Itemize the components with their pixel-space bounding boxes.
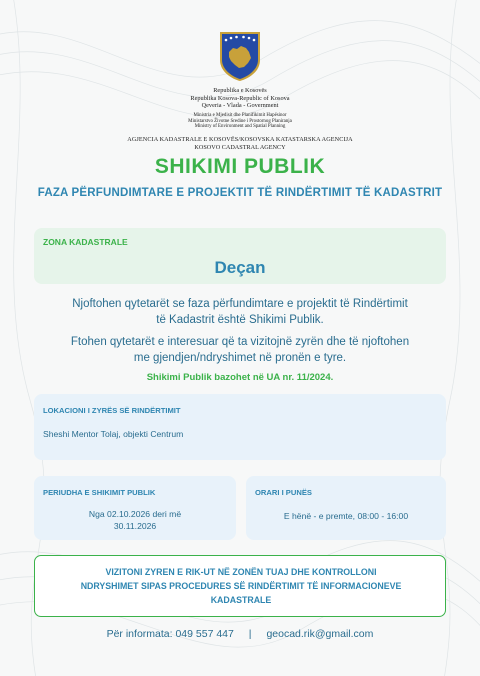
kosovo-emblem-icon	[218, 30, 262, 82]
cadastral-zone-card	[34, 228, 446, 284]
working-hours-label: ORARI I PUNËS	[255, 488, 312, 497]
legal-basis-text: Shikimi Publik bazohet në UA nr. 11/2024.	[146, 372, 334, 383]
contact-footer	[0, 628, 480, 640]
cadastral-zone-name: Deçan	[214, 258, 266, 277]
government-header	[0, 30, 480, 151]
notice-paragraph-2-line-1: Ftohen qytetarët e interesuar që ta vizitojnë zyrën dhe të njoftohen	[70, 336, 410, 348]
agency-line-2: KOSOVO CADASTRAL AGENCY	[194, 143, 286, 151]
ministry-line-3: Ministry of Environment and Spatial Planning	[194, 124, 286, 130]
working-hours-value: E hënë - e premte, 08:00 - 16:00	[283, 511, 409, 521]
ministry-line-1: Ministria e Mjedisit dhe Planifikimit Hapësinor	[193, 112, 287, 118]
footer-separator: |	[248, 628, 252, 640]
contact-email[interactable]: geocad.rik@gmail.com	[266, 628, 374, 640]
period-line-2: 30.11.2026	[113, 521, 157, 531]
office-location-value: Sheshi Mentor Tolaj, objekti Centrum	[43, 429, 184, 439]
public-review-period-card	[34, 476, 236, 540]
callout-line-2: NDRYSHIMET SIPAS PROCEDURES SË RINDËRTIMIT TË INFORMACIONEVE	[80, 581, 402, 591]
notice-paragraph-2-line-2: me gjendjen/ndryshimet në pronën e tyre.	[133, 352, 347, 364]
header-line-1: Republika e Kosovës	[213, 87, 267, 94]
contact-phone[interactable]: Për informata: 049 557 447	[106, 628, 234, 640]
office-location-label: LOKACIONI I ZYRËS SË RINDËRTIMIT	[43, 406, 181, 415]
visit-office-callout	[34, 555, 446, 617]
public-review-period-label: PERIUDHA E SHIKIMIT PUBLIK	[43, 488, 156, 497]
working-hours-card	[246, 476, 446, 540]
notice-paragraph-2	[0, 334, 480, 366]
notice-paragraph-1-line-1: Njoftohen qytetarët se faza përfundimtare e projektit të Rindërtimit	[72, 298, 408, 310]
notice-paragraph-1	[0, 296, 480, 328]
agency-line-1: AGJENCIA KADASTRALE E KOSOVËS/KOSOVSKA KATASTARSKA AGENCIJA	[127, 136, 353, 144]
public-review-period-value	[34, 508, 236, 532]
office-location-card	[34, 394, 446, 460]
notice-paragraph-1-line-2: të Kadastrit është Shikimi Publik.	[156, 314, 324, 326]
ministry-line-2: Ministarstvo Životne Sredine i Prostornog Planiranja	[188, 118, 292, 124]
header-line-3: Qeveria - Vlada - Government	[201, 102, 279, 110]
cadastral-zone-label: ZONA KADASTRALE	[43, 237, 128, 247]
page-subtitle: FAZA PËRFUNDIMTARE E PROJEKTIT TË RINDËRTIMIT TË KADASTRIT	[37, 187, 443, 199]
callout-line-1: VIZITONI ZYREN E RIK-UT NË ZONËN TUAJ DHE KONTROLLONI	[105, 567, 377, 577]
page-title: SHIKIMI PUBLIK	[154, 155, 326, 178]
callout-line-3: KADASTRALE	[210, 595, 272, 605]
header-line-2: Republika Kosova-Republic of Kosova	[190, 94, 290, 102]
period-line-1: Nga 02.10.2026 deri më	[88, 509, 182, 519]
